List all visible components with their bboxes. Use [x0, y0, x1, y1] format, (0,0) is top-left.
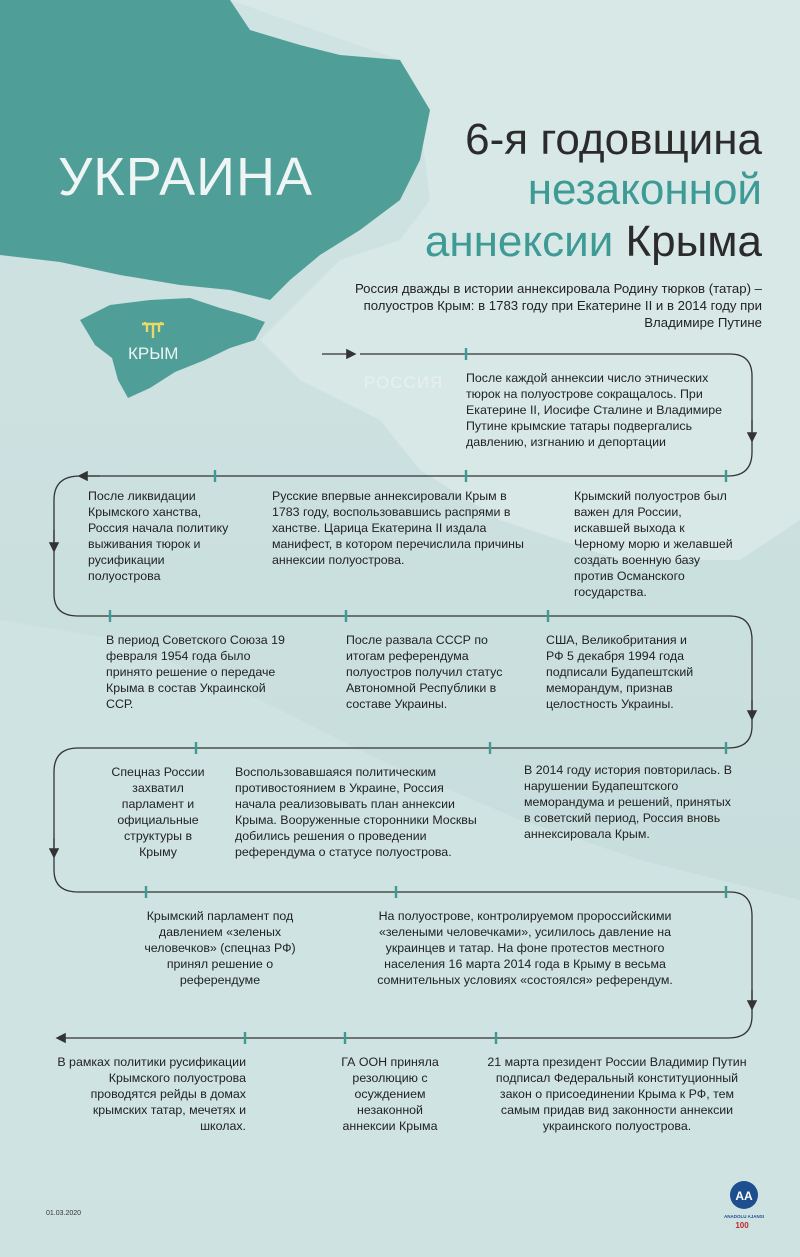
timeline-event-8: В 2014 году история повторилась. В нарушении Будапештского меморандума и решений, принятых в советский период, Россия вновь аннексировала Крым. — [524, 763, 733, 841]
timeline-event-13: 21 марта президент России Владимир Путин подписал Федеральный конституционный закон о присоединении Крыма к РФ, тем самым придав вид законности аннексии украинского полуострова. — [487, 1055, 747, 1133]
russia-label: РОССИЯ — [364, 373, 444, 392]
logo-text: ANADOLU AJANSI — [723, 1214, 765, 1219]
timeline-event-7: США, Великобритания и РФ 5 декабря 1994 года подписали Будапештский меморандум, признав целостность Украины. — [546, 633, 694, 711]
timeline-event-5: В период Советского Союза 19 февраля 1954 года было принято решение о передаче Крыма в состав Украинской ССР. — [106, 633, 285, 711]
timeline-event-3: Русские впервые аннексировали Крым в 1783 году, воспользовавшись распрями в ханстве. Царица Екатерина II издала манифест, в котором перечислила причины аннексии полуострова. — [272, 489, 524, 567]
crimea-label: КРЫМ — [128, 344, 179, 363]
ukraine-label: УКРАИНА — [58, 147, 314, 207]
timeline-event-6: После развала СССР по итогам референдума полуостров получил статус Автономной Республики в составе Украины. — [346, 633, 503, 711]
title-line-1: 6-я годовщина — [465, 115, 762, 164]
title-line-3a: аннексии — [424, 217, 614, 266]
logo-mark: AA — [735, 1189, 753, 1203]
timeline-event-2: Крымский полуостров был важен для России, искавшей выхода к Черному морю и желавшей создать военную базу против Османского государства. — [574, 489, 733, 599]
timeline-event-11: Крымский парламент под давлением «зеленых человечков» (спецназ РФ) принял решение о референдуме — [144, 909, 296, 987]
timeline-event-15: В рамках политики русификации Крымского полуострова проводятся рейды в домах крымских татар, мечетях и школах. — [57, 1055, 246, 1133]
intro-text: Россия дважды в истории аннексировала Родину тюрков (татар) – полуостров Крым: в 1783 году при Екатерине II и в 2014 году при Владимире Путине — [354, 281, 762, 330]
title-line-2: незаконной — [527, 165, 762, 214]
timeline-event-14: ГА ООН приняла резолюцию с осуждением незаконной аннексии Крыма — [341, 1055, 439, 1133]
timeline-event-9: Воспользовавшаяся политическим противостоянием в Украине, Россия начала реализовывать план аннексии Крыма. Вооруженные сторонники Москвы добились решения о проведении референдума о статусе полуострова. — [235, 765, 477, 859]
timeline-event-1: После каждой аннексии число этнических тюрок на полуострове сокращалось. При Екатерине II, Иосифе Сталине и Владимире Путине крымские татары подвергались давлению, изгнанию и депортации — [466, 371, 723, 449]
timeline-event-4: После ликвидации Крымского ханства, Россия начала политику выживания тюрок и русификации полуострова — [88, 489, 229, 583]
publication-date: 01.03.2020 — [46, 1210, 82, 1217]
anadolu-agency-logo — [723, 1180, 774, 1245]
timeline-event-12: На полуострове, контролируемом пророссийскими «зелеными человечками», усилилось давление на украинцев и татар. На фоне протестов местного населения 16 марта 2014 года в Крыму в весьма сомнительных условиях «состоялся» референдум. — [377, 909, 673, 987]
logo-badge: 100 — [735, 1221, 749, 1230]
timeline-event-10: Спецназ России захватил парламент и официальные структуры в Крыму — [111, 765, 205, 859]
title-line-3b: Крыма — [625, 217, 762, 266]
